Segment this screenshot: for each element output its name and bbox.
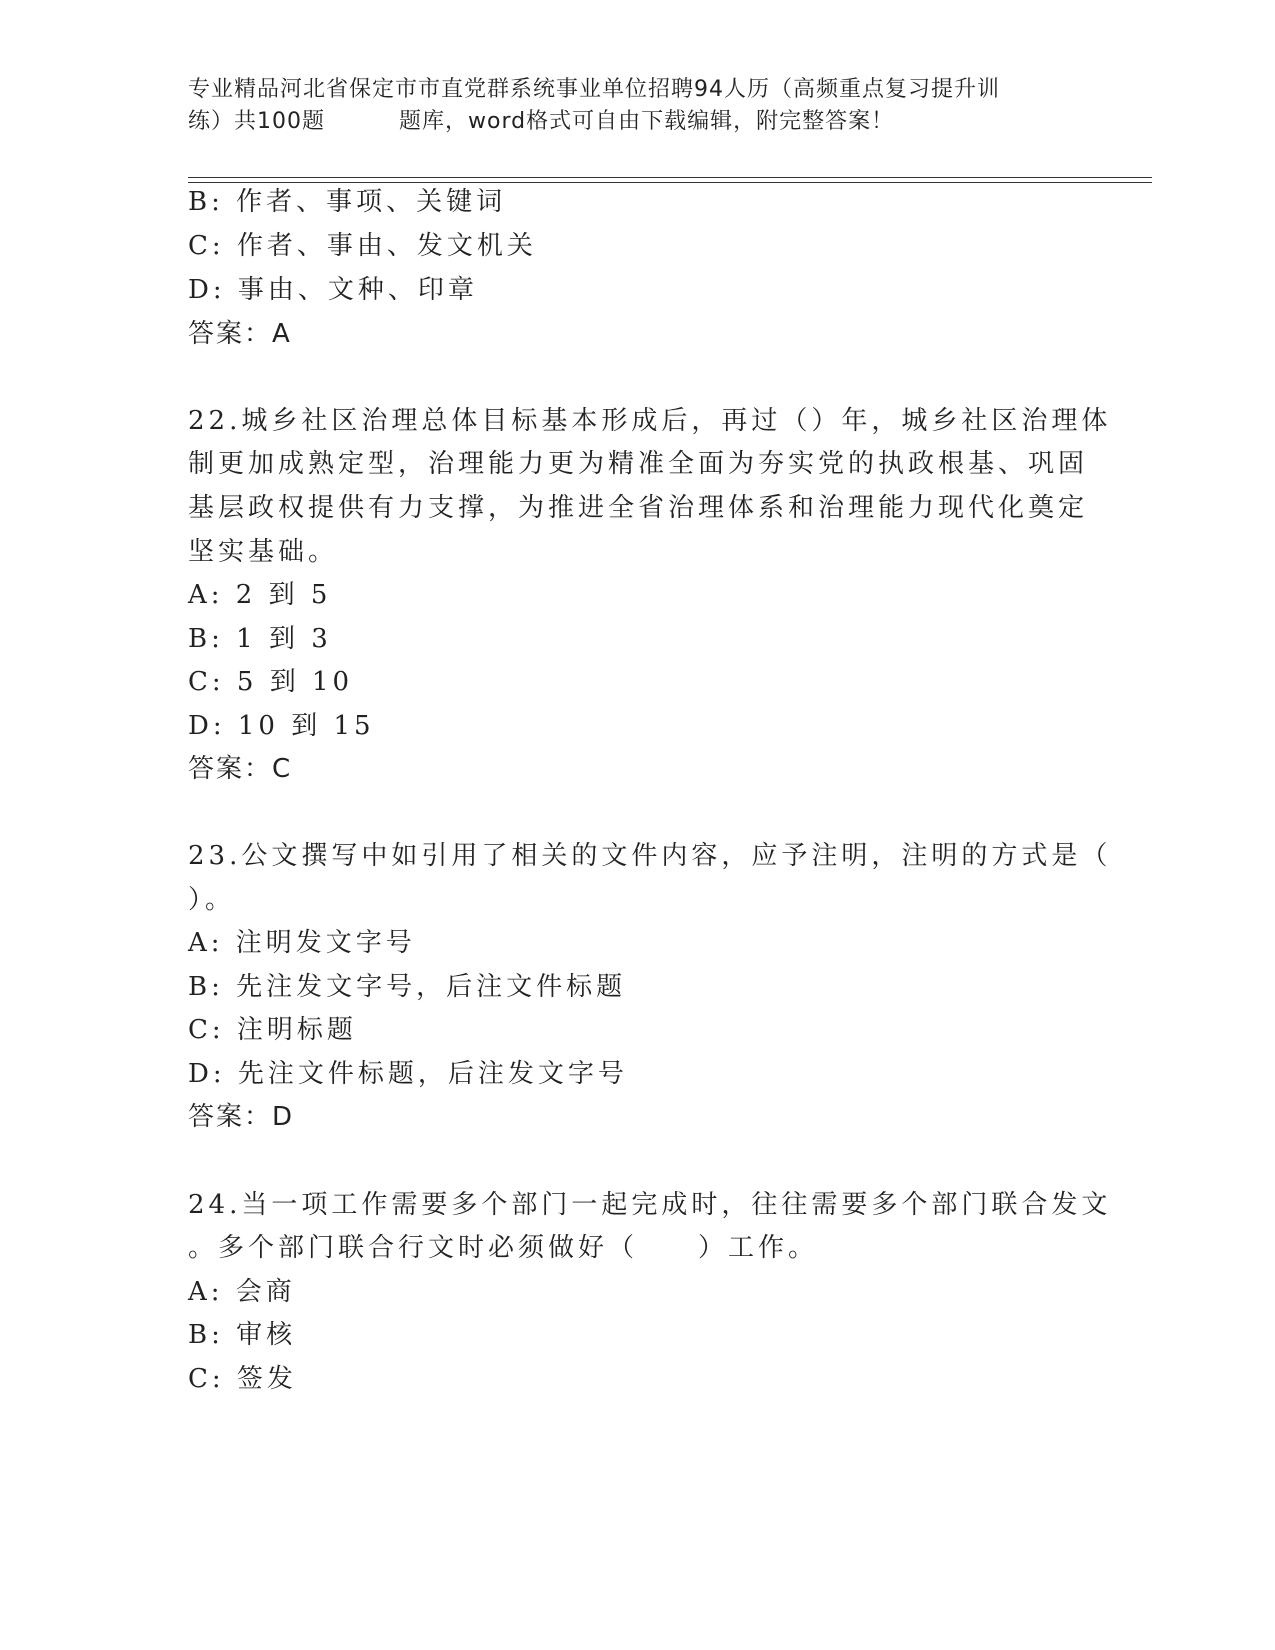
question-23-stem-line: ）。 [188, 885, 236, 915]
option-item: D: 10 到 15 [188, 711, 375, 741]
header-line-2-end: 题库，word格式可自由下载编辑，附完整答案！ [399, 109, 895, 134]
document-header [188, 74, 1068, 138]
answer-line: 答案：A [188, 319, 292, 349]
header-line-1: 专业精品河北省保定市市直党群系统事业单位招聘94人历（高频重点复习提升训 [188, 77, 1000, 102]
question-22-stem-line: 基层政权提供有力支撑，为推进全省治理体系和治理能力现代化奠定 [188, 493, 1089, 523]
question-23-stem-line: 23.公文撰写中如引用了相关的文件内容，应予注明，注明的方式是（ [188, 841, 1112, 871]
question-24-stem-line: 24.当一项工作需要多个部门一起完成时，往往需要多个部门联合发文 [188, 1190, 1112, 1220]
option-item: C: 5 到 10 [188, 667, 354, 697]
header-line-2 [188, 106, 1068, 138]
option-item: B: 审核 [188, 1320, 297, 1350]
answer-line: 答案：D [188, 1102, 295, 1132]
option-item: C: 作者、事由、发文机关 [188, 231, 537, 261]
question-22-stem-line: 22.城乡社区治理总体目标基本形成后，再过（）年，城乡社区治理体 [188, 406, 1112, 436]
option-item: C: 注明标题 [188, 1015, 357, 1045]
header-divider-top [188, 177, 1152, 178]
option-item: D: 事由、文种、印章 [188, 275, 478, 305]
option-item: B: 1 到 3 [188, 624, 332, 654]
option-item: A: 会商 [188, 1277, 296, 1307]
option-item: C: 签发 [188, 1364, 297, 1394]
header-line-2-start: 练）共100题 [188, 109, 325, 134]
option-item: A: 2 到 5 [188, 580, 332, 610]
question-22-stem-line: 坚实基础。 [188, 537, 339, 567]
option-item: B: 作者、事项、关键词 [188, 187, 507, 217]
answer-line: 答案：C [188, 754, 293, 784]
option-item: B: 先注发文字号，后注文件标题 [188, 972, 627, 1002]
question-24-stem-line: 。多个部门联合行文时必须做好（ ）工作。 [188, 1233, 819, 1263]
option-item: A: 注明发文字号 [188, 928, 416, 958]
question-22-stem-line: 制更加成熟定型，治理能力更为精准全面为夯实党的执政根基、巩固 [188, 449, 1089, 479]
option-item: D: 先注文件标题，后注发文字号 [188, 1059, 628, 1089]
